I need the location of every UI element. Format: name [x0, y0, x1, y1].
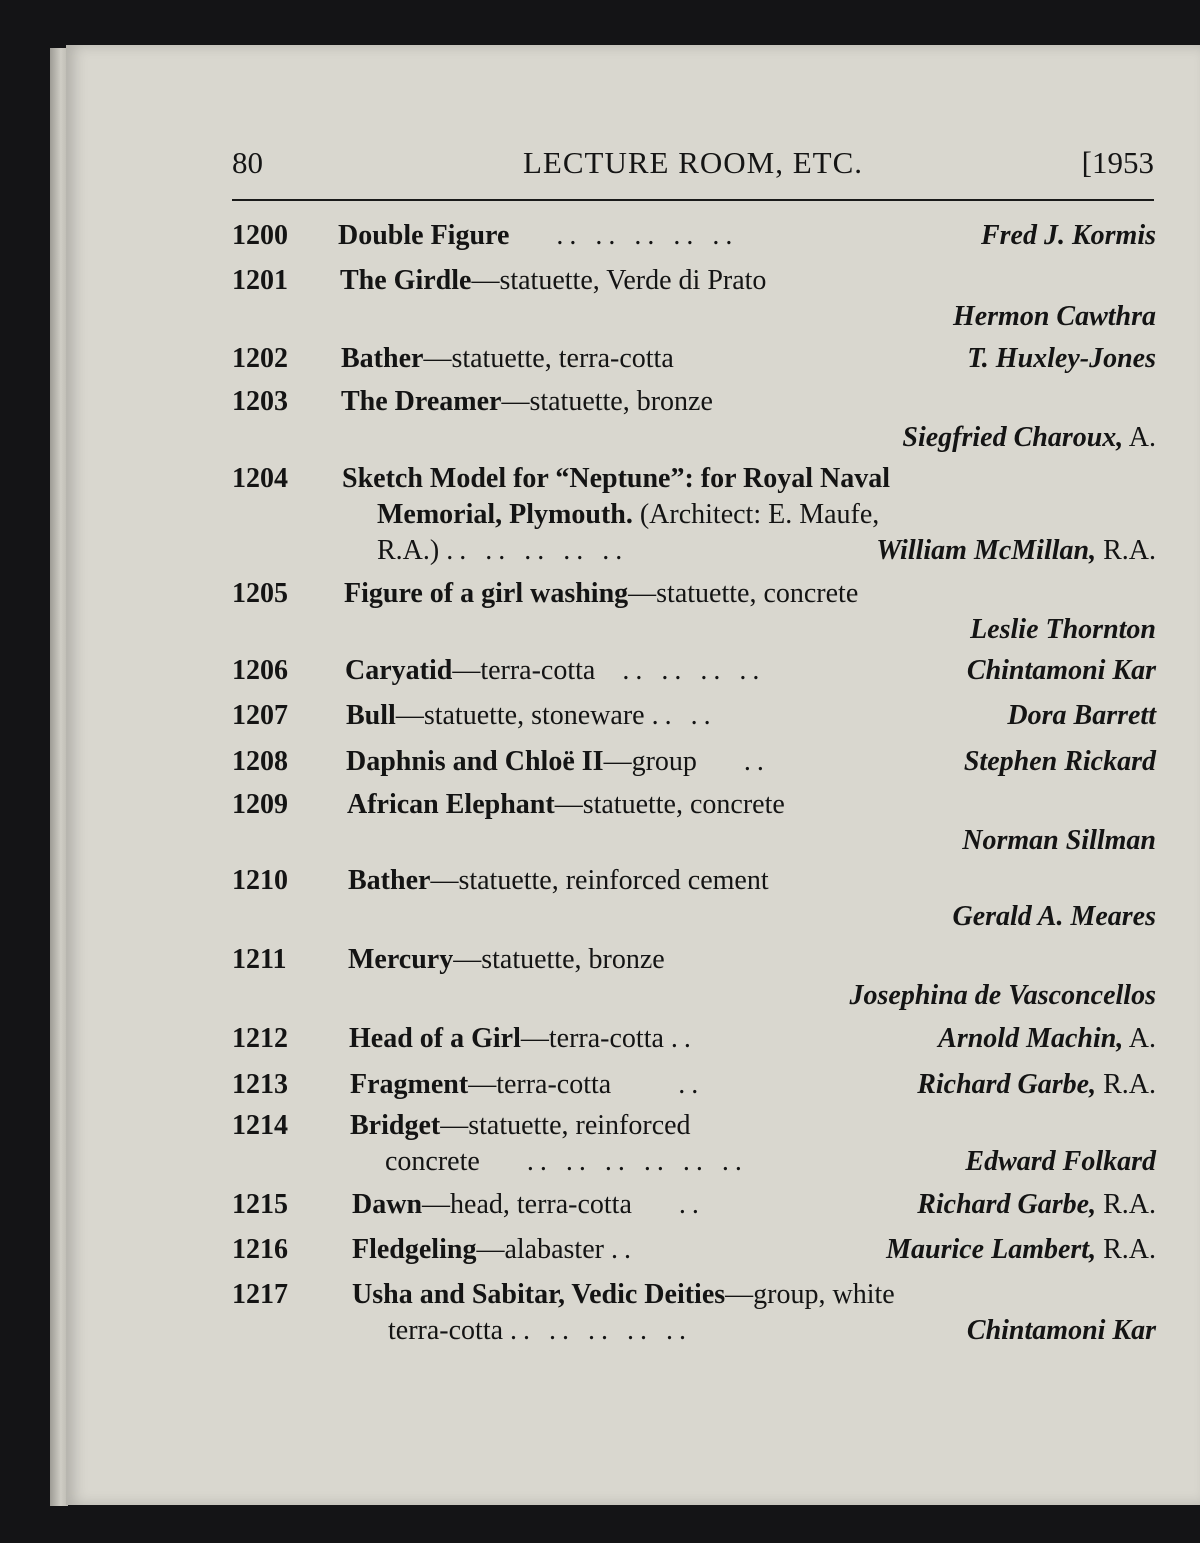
- running-header: [232, 145, 1154, 185]
- entry-title-line: [344, 575, 858, 612]
- entry-title: Double Figure: [338, 220, 510, 251]
- entry-title: Fledgeling: [352, 1234, 477, 1265]
- dot-leader: .. .. .. .. ..: [446, 535, 629, 566]
- dot-leader: .. ..: [651, 700, 717, 731]
- entry-title-line: [352, 1276, 895, 1313]
- entry-number: 1202: [232, 343, 288, 374]
- entry-number: 1204: [232, 463, 288, 494]
- dot-leader: ..: [670, 1023, 697, 1054]
- entry-description: —statuette, terra-cotta: [423, 343, 674, 374]
- entry-artist: Maurice Lambert, R.A.: [886, 1234, 1156, 1265]
- entry-title-line: [348, 941, 665, 978]
- entry-artist: Edward Folkard: [965, 1146, 1156, 1177]
- entry-description: —statuette, bronze: [453, 944, 665, 975]
- entry-title-line: [349, 1020, 697, 1057]
- entry-title: Bather: [341, 343, 424, 374]
- entry-description: —head, terra-cotta: [422, 1189, 632, 1220]
- entry-artist: Chintamoni Kar: [966, 1315, 1156, 1346]
- dot-leader: .. .. .. .. .. ..: [526, 1146, 748, 1177]
- year-label: [1953: [1081, 145, 1154, 180]
- entry-title: Dawn: [352, 1189, 423, 1220]
- entry-number: 1213: [232, 1069, 288, 1100]
- entry-title-line: [345, 652, 765, 689]
- entry-title-line: [341, 383, 713, 420]
- entry-description: —statuette, Verde di Prato: [471, 265, 767, 296]
- entry-artist: T. Huxley-Jones: [967, 343, 1156, 374]
- entry-number: 1216: [232, 1234, 288, 1265]
- entry-title-line: [342, 460, 890, 497]
- entry-description: —group: [603, 746, 697, 777]
- entry-title: Mercury: [348, 944, 454, 975]
- dot-leader: ..: [678, 1069, 705, 1100]
- entry-description: —statuette, stoneware: [395, 700, 645, 731]
- entry-artist: Fred J. Kormis: [980, 220, 1156, 251]
- entry-description: —statuette, reinforced cement: [430, 865, 769, 896]
- entry-description: —statuette, concrete: [628, 578, 859, 609]
- page-title: LECTURE ROOM, ETC.: [522, 145, 864, 180]
- entry-title-line-2: terra-cotta .. .. .. .. ..: [388, 1315, 693, 1346]
- entry-description: —terra-cotta: [468, 1069, 612, 1100]
- entry-title: The Girdle: [340, 265, 472, 296]
- entry-title-line: [352, 1186, 705, 1223]
- entry-title: Head of a Girl: [349, 1023, 521, 1054]
- entry-artist: Gerald A. Meares: [952, 901, 1156, 932]
- entry-description: —statuette, bronze: [501, 386, 713, 417]
- entry-artist: Richard Garbe, R.A.: [917, 1189, 1156, 1220]
- entry-title: Figure of a girl washing: [344, 578, 629, 609]
- entry-artist: Leslie Thornton: [970, 614, 1156, 645]
- entry-number: 1207: [232, 700, 288, 731]
- entry-artist: Josephina de Vasconcellos: [849, 980, 1156, 1011]
- entry-description: —alabaster: [476, 1234, 604, 1265]
- entry-number: 1210: [232, 865, 288, 896]
- entry-artist: Siegfried Charoux, A.: [902, 422, 1156, 453]
- entry-number: 1200: [232, 220, 288, 251]
- entry-artist: Norman Sillman: [962, 825, 1156, 856]
- entry-title: Usha and Sabitar, Vedic Deities: [352, 1279, 726, 1310]
- entry-title-line: [338, 217, 738, 254]
- entry-title: African Elephant: [347, 789, 555, 820]
- entry-description: —terra-cotta: [520, 1023, 664, 1054]
- entry-number: 1214: [232, 1110, 288, 1141]
- entry-title: Daphnis and Chloë II: [346, 746, 604, 777]
- entry-title: Sketch Model for “Neptune”: for Royal Naval: [342, 463, 891, 494]
- entry-artist: William McMillan, R.A.: [876, 535, 1156, 566]
- entry-title-line: [346, 697, 717, 734]
- entry-title-line: [346, 743, 770, 780]
- entry-title-line: [341, 340, 674, 377]
- entry-title: Bather: [348, 865, 431, 896]
- dot-leader: ..: [678, 1189, 705, 1220]
- entry-title-line: [347, 786, 785, 823]
- entry-number: 1201: [232, 265, 288, 296]
- entry-title-line-3: R.A.) .. .. .. .. ..: [377, 535, 629, 566]
- entry-artist: Richard Garbe, R.A.: [917, 1069, 1156, 1100]
- page-number: 80: [232, 145, 263, 180]
- entry-title: The Dreamer: [341, 386, 502, 417]
- dot-leader: .. .. .. .. ..: [556, 220, 739, 251]
- entry-description: —terra-cotta: [452, 655, 596, 686]
- header-rule: [232, 199, 1154, 201]
- entry-title-line: [348, 862, 769, 899]
- entry-number: 1208: [232, 746, 288, 777]
- entry-number: 1206: [232, 655, 288, 686]
- entry-title-line-2: concrete .. .. .. .. .. ..: [385, 1146, 748, 1177]
- entry-title-line: [350, 1107, 691, 1144]
- entry-number: 1203: [232, 386, 288, 417]
- entry-number: 1209: [232, 789, 288, 820]
- entry-number: 1212: [232, 1023, 288, 1054]
- entry-description: —statuette, reinforced: [440, 1110, 691, 1141]
- entry-title: Caryatid: [345, 655, 453, 686]
- entry-artist: Hermon Cawthra: [952, 301, 1156, 332]
- entry-artist: Dora Barrett: [1007, 700, 1156, 731]
- entry-description: —statuette, concrete: [554, 789, 785, 820]
- entry-title-line-2: Memorial, Plymouth. (Architect: E. Maufe,: [377, 499, 880, 530]
- entry-artist: Stephen Rickard: [963, 746, 1156, 777]
- entry-number: 1211: [232, 944, 287, 975]
- entry-number: 1205: [232, 578, 288, 609]
- entry-number: 1215: [232, 1189, 288, 1220]
- entry-number: 1217: [232, 1279, 288, 1310]
- entry-title-line: [350, 1066, 704, 1103]
- entry-title: Bull: [346, 700, 396, 731]
- dot-leader: .. .. .. .. ..: [510, 1315, 693, 1346]
- entry-artist: Chintamoni Kar: [966, 655, 1156, 686]
- dot-leader: ..: [610, 1234, 637, 1265]
- entry-title: Fragment: [350, 1069, 469, 1100]
- entry-title-line: [352, 1231, 637, 1268]
- dot-leader: ..: [743, 746, 770, 777]
- entry-title: Bridget: [350, 1110, 441, 1141]
- dot-leader: .. .. .. ..: [622, 655, 766, 686]
- entry-title-line: [340, 262, 766, 299]
- entry-artist: Arnold Machin, A.: [938, 1023, 1156, 1054]
- entry-description: —group, white: [725, 1279, 895, 1310]
